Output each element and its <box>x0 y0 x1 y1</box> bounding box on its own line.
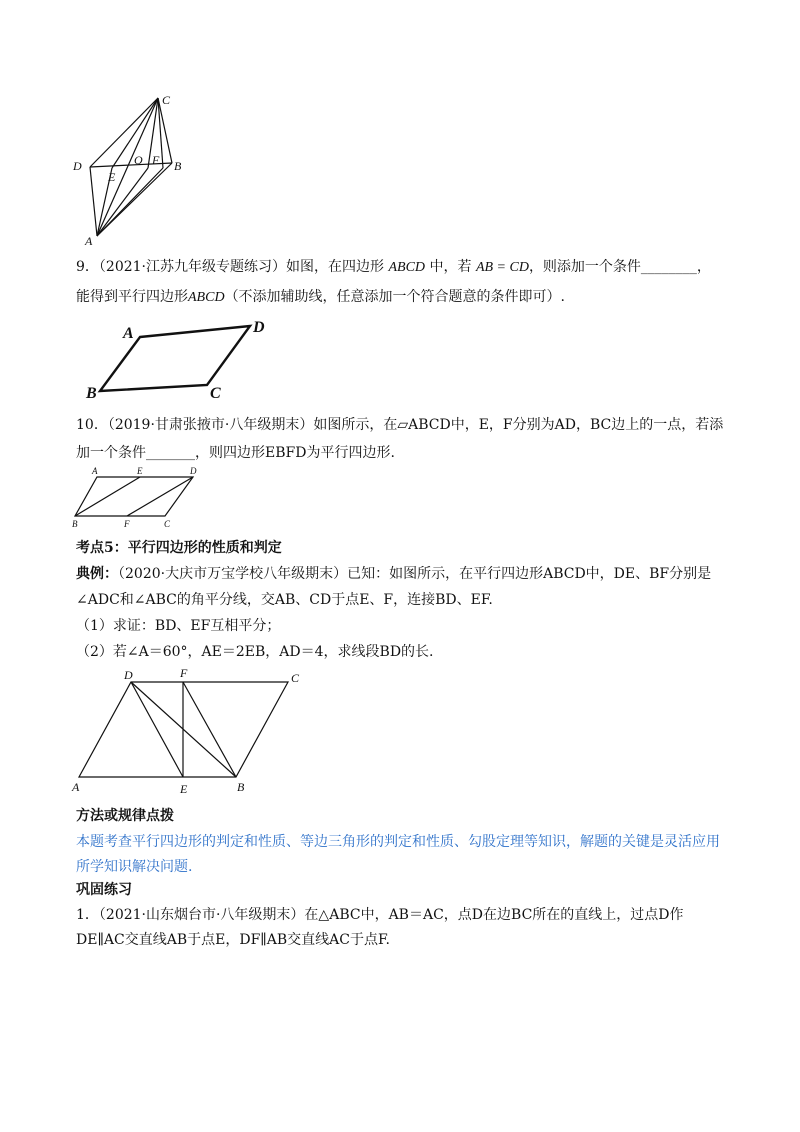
section-title: 考点5：平行四边形的性质和判定 <box>76 540 282 556</box>
label-A: A <box>123 325 134 342</box>
label-C: C <box>210 385 221 402</box>
label-E: E <box>108 170 116 184</box>
math-abcd-2: ABCD <box>188 290 225 305</box>
label-D: D <box>190 466 197 476</box>
q9-line1: 9．（2021·江苏九年级专题练习）如图，在四边形 ABCD 中，若 AB = CD，则添加一个条件________， <box>76 259 711 275</box>
q10-line1: 10．（2019·甘肃张掖市·八年级期末）如图所示，在▱ABCD中，E，F分别为AD，BC边上的一点，若添 <box>76 417 724 433</box>
example-line1: 典例：（2020·大庆市万宝学校八年级期末）已知：如图所示，在平行四边形ABCD中，DE、BF分别是 <box>76 566 712 582</box>
label-C: C <box>162 93 171 107</box>
example-label: 典例： <box>76 566 118 582</box>
label-A: A <box>85 234 93 248</box>
method-line2: 所学知识解决问题. <box>76 859 193 875</box>
math-abcd: ABCD <box>388 260 426 275</box>
example-line2: ∠ADC和∠ABC的角平分线，交AB、CD于点E、F，连接BD、EF. <box>76 592 493 608</box>
label-F: F <box>124 519 130 529</box>
method-line1: 本题考查平行四边形的判定和性质、等边三角形的判定和性质、勾股定理等知识，解题的关键是灵活应用 <box>76 834 720 850</box>
label-D: D <box>124 668 133 682</box>
label-O: O <box>134 153 143 167</box>
label-C: C <box>164 519 171 529</box>
label-E: E <box>137 466 143 476</box>
label-E: E <box>180 782 188 796</box>
label-C: C <box>291 671 300 685</box>
q9-line2: 能得到平行四边形ABCD（不添加辅助线，任意添加一个符合题意的条件即可）. <box>76 289 566 305</box>
label-B: B <box>174 159 182 173</box>
label-D: D <box>73 159 82 173</box>
label-F: F <box>180 666 188 680</box>
label-B: B <box>237 780 245 794</box>
label-B: B <box>86 385 97 402</box>
practice-title: 巩固练习 <box>76 882 132 898</box>
practice-line2: DE∥AC交直线AB于点E，DF∥AB交直线AC于点F. <box>76 932 390 948</box>
example-part1: （1）求证：BD、EF互相平分； <box>76 618 281 634</box>
label-A: A <box>92 466 98 476</box>
label-F: F <box>152 153 160 167</box>
label-D: D <box>253 319 265 336</box>
example-part2: （2）若∠A＝60°，AE＝2EB，AD＝4，求线段BD的长. <box>76 644 434 660</box>
q10-line2: 加一个条件_______，则四边形EBFD为平行四边形. <box>76 445 395 461</box>
method-title: 方法或规律点拨 <box>76 808 174 824</box>
math-ab-eq-cd: AB = CD <box>475 260 529 275</box>
label-B: B <box>72 519 78 529</box>
label-A: A <box>72 780 80 794</box>
practice-line1: 1．（2021·山东烟台市·八年级期末）在△ABC中，AB＝AC，点D在边BC所在的直线上，过点D作 <box>76 907 684 923</box>
